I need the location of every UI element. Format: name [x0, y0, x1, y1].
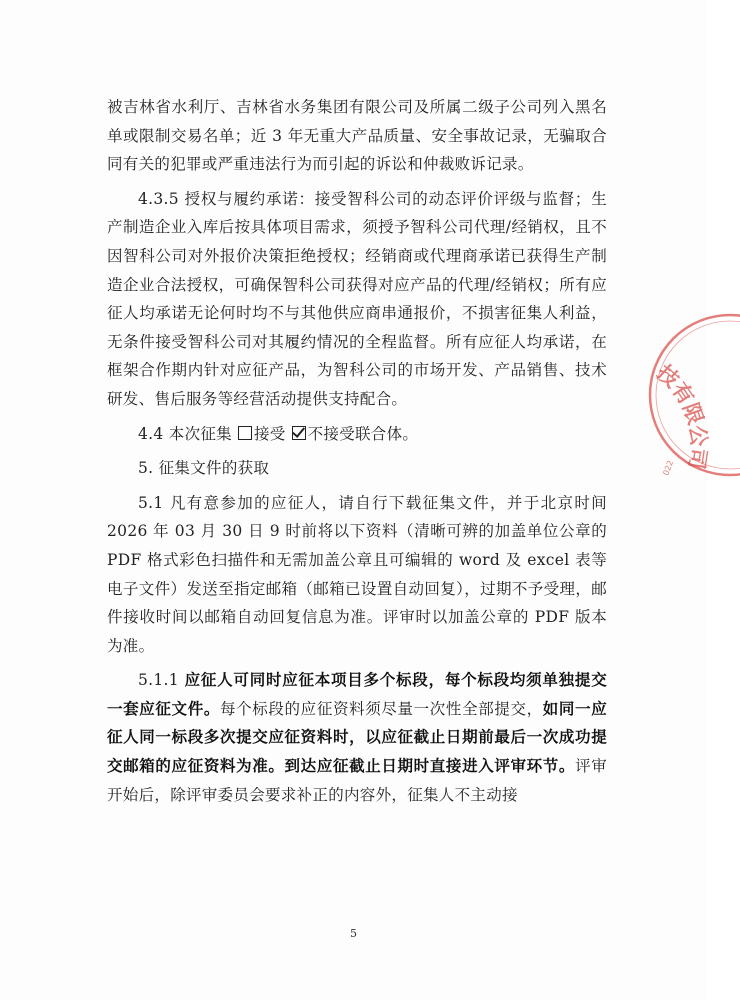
reject-checkbox[interactable] [292, 426, 306, 440]
normal-text-1: 每个标段的应征资料须尽量一次性全部提交， [219, 699, 543, 718]
clause-number: 5.1.1 [138, 671, 185, 690]
accept-checkbox[interactable] [238, 426, 252, 440]
svg-text:技有限公司 [652, 360, 711, 470]
paragraph-multiple-lots [107, 666, 607, 809]
bold-requirement-1: 应征人可同时应征本项目多个标段，每个标段均须单独提交一套应征文件。 [107, 671, 607, 718]
page-number: 5 [350, 927, 357, 940]
company-seal-icon [620, 320, 740, 480]
bold-requirement-2: 如同一应征人同一标段多次提交应征资料时，以应征截止日期前最后一次成功提交邮箱的应征资料为准。到达应征截止日期时直接进入评审环节。 [107, 699, 607, 776]
section-heading-documents: 5. 征集文件的获取 [138, 459, 270, 478]
paragraph-authorization: 4.3.5 授权与履约承诺：接受智科公司的动态评价评级与监督；生产制造企业入库后按具体项目需求，须授予智科公司代理/经销权，且不因智科公司对外报价决策拒绝授权；经销商或代理商承诺已获得生产制造企业合法授权，可确保智科公司获得对应产品的代理/经销权；所有应征人均承诺无论何时均不与其他供应商串通报价，不损害征集人利益，无条件接受智科公司对其履约情况的全程监督。所有应征人均承诺，在框架合作期内针对应征产品，为智科公司的市场开发、产品销售、技术研发、售后服务等经营活动提供支持配合。 [107, 189, 607, 408]
reject-label: 不接受联合体。 [307, 424, 419, 443]
seal-code: 022 [661, 459, 676, 477]
body-text [107, 93, 607, 809]
paragraph-submission: 5.1 凡有意参加的应征人，请自行下载征集文件，并于北京时间 2026 年 03 月 30 日 9 时前将以下资料（清晰可辨的加盖单位公章的 PDF 格式彩色扫描件和无需加盖公章且可编辑的 word 及 excel 表等电子文件）发送至指定邮箱（邮箱已设置自动回复），过期不予受理，邮件接收时间以邮箱自动回复信息为准。评审时以加盖公章的 PDF 版本为准。 [107, 493, 607, 655]
paragraph-consortium [107, 420, 607, 449]
normal-text-2: 评审开始后，除评审委员会要求补正的内容外，征集人不主动接 [107, 757, 608, 804]
accept-label: 接受 [253, 424, 286, 443]
consortium-label: 4.4 本次征集 [138, 424, 232, 443]
paragraph-eligibility: 被吉林省水利厅、吉林省水务集团有限公司及所属二级子公司列入黑名单或限制交易名单；近 3 年无重大产品质量、安全事故记录，无骗取合同有关的犯罪或严重违法行为而引起的诉讼和仲裁败诉记录。 [107, 98, 607, 174]
seal-text: 技有限公司 [652, 360, 711, 471]
